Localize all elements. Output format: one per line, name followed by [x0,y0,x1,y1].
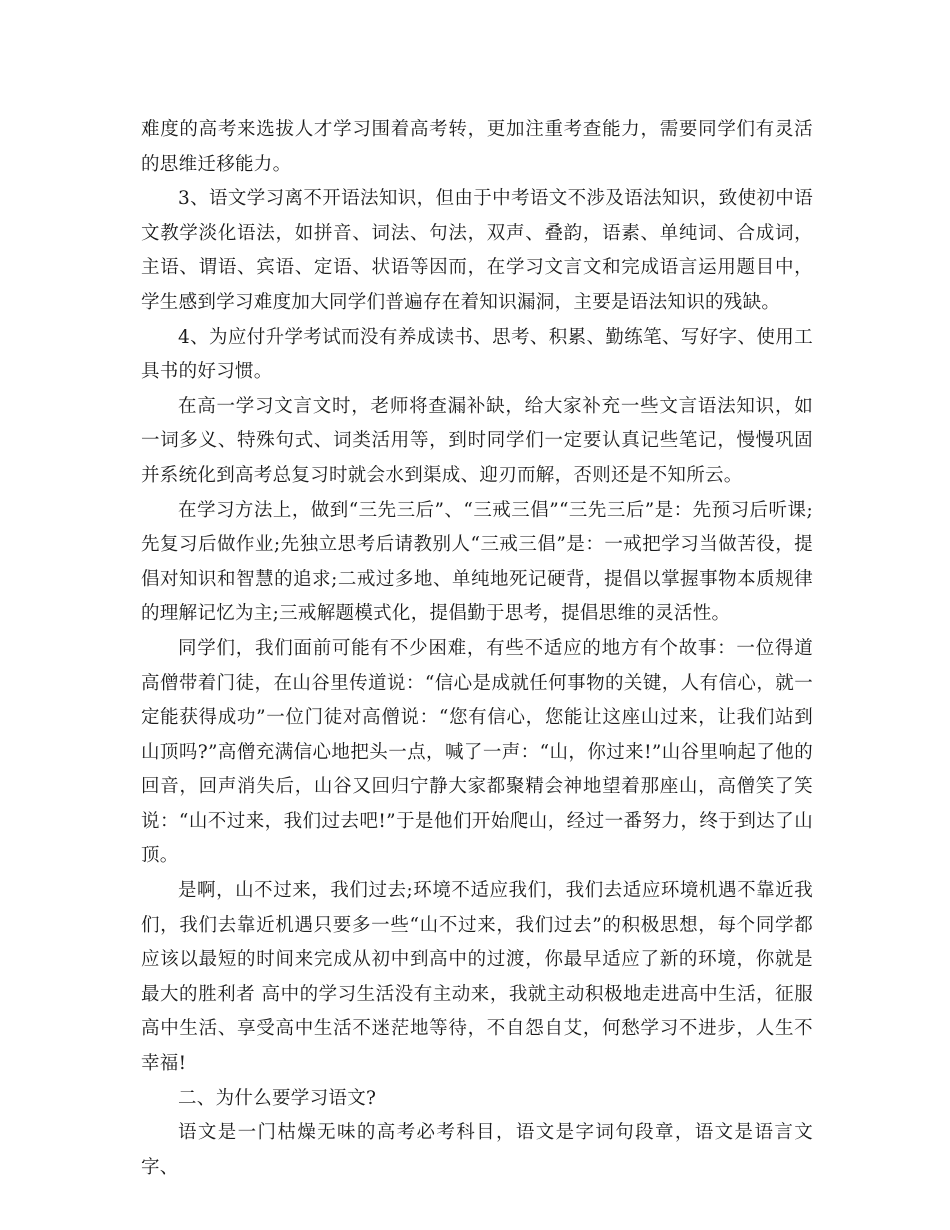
paragraph-classical-chinese: 在高一学习文言文时，老师将查漏补缺，给大家补充一些文言语法知识，如一词多义、特殊句式、词类活用等，到时同学们一定要认真记些笔记，慢慢巩固并系统化到高考总复习时就会水到渠成、迎刃而解，否则还是不知所云。 [141,395,813,486]
paragraph-point-4: 4、为应付升学考试而没有养成读书、思考、积累、勤练笔、写好字、使用工具书的好习惯。 [141,326,813,383]
paragraph-why-chinese: 语文是一门枯燥无味的高考必考科目，语文是字词句段章，语文是语言文字、 [141,1122,813,1178]
paragraph-adaptation: 是啊，山不过来，我们过去;环境不适应我们，我们去适应环境机遇不靠近我们，我们去靠近机遇只要多一些“山不过来，我们过去”的积极思想，每个同学都应该以最短的时间来完成从初中到高中的过渡，你最早适应了新的环境，你就是最大的胜利者 高中的学习生活没有主动来，我就主动积极地走进高中生活，征服高中生活、享受高中生活不迷茫地等待，不自怨自艾，何愁学习不进步，人生不幸福! [141,880,813,1075]
paragraph-point-3: 3、语文学习离不开语法知识，但由于中考语文不涉及语法知识，致使初中语文教学淡化语法，如拼音、词法、句法，双声、叠韵，语素、单纯词、合成词，主语、谓语、宾语、定语、状语等因而，在学习文言文和完成语言运用题目中，学生感到学习难度加大同学们普遍存在着知识漏洞，主要是语法知识的残缺。 [141,188,813,313]
paragraph-continuation: 难度的高考来选拔人才学习围着高考转，更加注重考查能力，需要同学们有灵活的思维迁移能力。 [141,119,813,175]
paragraph-story: 同学们，我们面前可能有不少困难，有些不适应的地方有个故事：一位得道高僧带着门徒，在山谷里传道说：“信心是成就任何事物的关键，人有信心，就一定能获得成功”一位门徒对高僧说：“您有信心，您能让这座山过来，让我们站到山顶吗?”高僧充满信心地把头一点，喊了一声：“山，你过来!”山谷里响起了他的回音，回声消失后，山谷又回归宁静大家都聚精会神地望着那座山，高僧笑了笑说：“山不过来，我们过去吧!”于是他们开始爬山，经过一番努力，终于到达了山顶。 [141,637,813,867]
document-body [141,113,813,1185]
section-heading: 二、为什么要学习语文? [178,1087,377,1109]
paragraph-study-methods: 在学习方法上，做到“三先三后”、“三戒三倡”“三先三后”是：先预习后听课;先复习后做作业;先独立思考后请教别人“三戒三倡”是：一戒把学习当做苦役，提倡对知识和智慧的追求;二戒过多地、单纯地死记硬背，提倡以掌握事物本质规律的理解记忆为主;三戒解题模式化，提倡勤于思考，提倡思维的灵活性。 [141,499,813,625]
